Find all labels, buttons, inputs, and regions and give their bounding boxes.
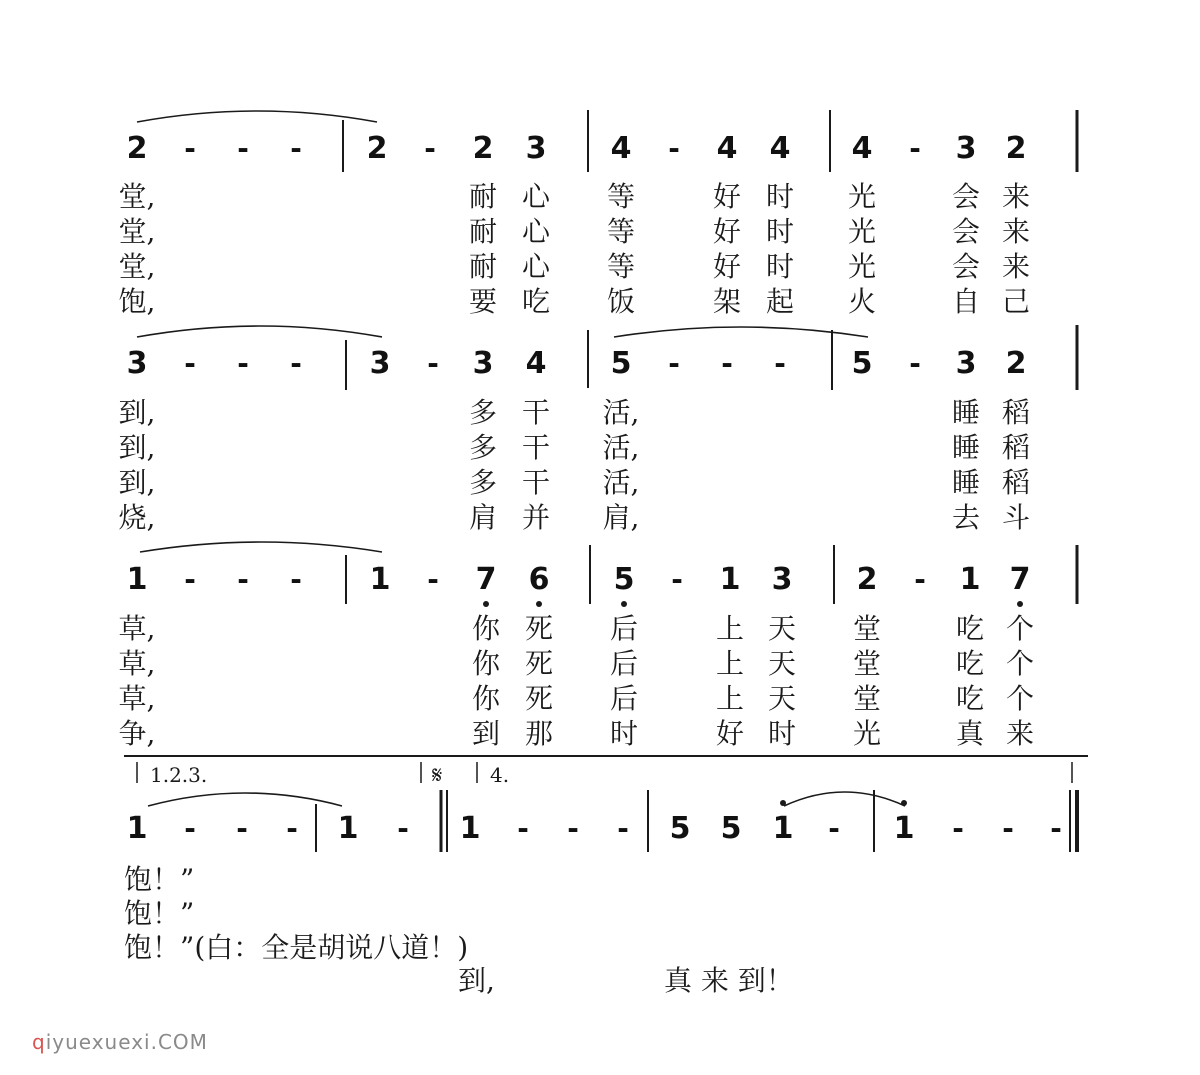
lyric: 去 [951,501,980,534]
note-dash: - [237,132,249,165]
lyric: 草, [118,612,156,645]
lyric: 吃 [521,285,550,318]
lyric: 光 [847,180,876,213]
note: 3 [525,131,547,166]
lyric: 来 [1005,717,1034,750]
lyric: 干 [521,431,550,464]
note-dash: - [909,132,921,165]
lyric: 会 [951,180,980,213]
lyric: 时 [765,180,794,213]
lyric: 草, [118,682,156,715]
note: 1 [369,562,391,597]
lyric: 心 [521,215,550,248]
note: 5 [669,811,691,846]
lyric: 到, [118,431,156,464]
octave-dot [621,601,627,607]
note-dash: - [237,563,249,596]
note: 1 [337,811,359,846]
note-dash: - [184,347,196,380]
note: 3 [369,346,391,381]
note: 5 [610,346,632,381]
ending-lyric: 真 来 到！ [664,964,794,997]
final-lyric-spoken: 饱！”(白：全是胡说八道！) [124,931,469,964]
note: 1 [893,811,915,846]
first-ending-label: 1.2.3. [150,763,208,787]
note-dash: - [828,812,840,845]
note: 1 [126,562,148,597]
lyric: 光 [852,717,881,750]
lyric: 活, [602,396,640,429]
note-dash: - [286,812,298,845]
lyric: 上 [715,682,744,715]
note: 2 [126,131,148,166]
lyric: 活, [602,431,640,464]
lyric: 心 [521,180,550,213]
lyric: 吃 [955,647,984,680]
lyric: 多 [468,466,497,499]
lyric: 堂, [118,180,156,213]
lyric: 活, [602,466,640,499]
note-dash: - [952,812,964,845]
segno-sign: 𝄋 [432,761,443,789]
note: 1 [459,811,481,846]
lyric: 耐 [468,250,497,283]
lyric: 来 [1001,215,1030,248]
note: 2 [1005,346,1027,381]
lyric: 那 [524,717,553,750]
lyric: 到 [471,717,500,750]
second-ending-label: 4. [490,763,510,787]
lyric: 干 [521,396,550,429]
note-dash: - [290,132,302,165]
watermark-initial: q [32,1030,46,1054]
lyric: 草, [118,647,156,680]
lyric: 多 [468,396,497,429]
octave-dot [536,601,542,607]
note-dash: - [517,812,529,845]
note-dash: - [237,347,249,380]
note: 1 [719,562,741,597]
note-dash: - [427,563,439,596]
lyric: 饱, [118,285,156,318]
slur [784,792,905,806]
note: 3 [126,346,148,381]
note: 5 [613,562,635,597]
lyric: 堂 [852,612,881,645]
lyric: 死 [524,647,553,680]
lyric: 时 [765,250,794,283]
lyric: 稻 [1001,396,1030,429]
lyric: 自 [951,285,980,318]
note: 3 [955,346,977,381]
slur [148,793,342,806]
note: 4 [525,346,547,381]
note: 1 [772,811,794,846]
lyric: 等 [606,180,635,213]
slur [137,111,377,122]
note: 4 [716,131,738,166]
lyric: 你 [471,612,500,645]
octave-dot [780,800,786,806]
lyric: 耐 [468,215,497,248]
lyric: 好 [712,250,741,283]
lyric: 好 [712,180,741,213]
lyric: 天 [767,647,796,680]
lyric: 好 [715,717,744,750]
slur [137,326,382,337]
lyric: 吃 [955,682,984,715]
lyric: 耐 [468,180,497,213]
note: 2 [856,562,878,597]
lyric: 真 [955,717,984,750]
note: 6 [528,562,550,597]
lyric: 会 [951,215,980,248]
octave-dot [483,601,489,607]
note-dash: - [567,812,579,845]
lyric: 时 [765,215,794,248]
note: 7 [475,562,497,597]
note: 2 [1005,131,1027,166]
lyric: 肩, [602,501,640,534]
lyric: 会 [951,250,980,283]
lyric: 等 [606,250,635,283]
lyric: 个 [1005,682,1034,715]
lyric: 到, [118,396,156,429]
note: 3 [472,346,494,381]
lyric: 光 [847,215,876,248]
octave-dot [1017,601,1023,607]
lyric: 己 [1001,285,1030,318]
note-dash: - [668,347,680,380]
note-dash: - [290,347,302,380]
note-dash: - [914,563,926,596]
lyric: 天 [767,612,796,645]
lyric: 死 [524,612,553,645]
note: 4 [610,131,632,166]
lyric: 干 [521,466,550,499]
lyric: 上 [715,612,744,645]
lyric: 饭 [606,285,635,318]
lyric: 来 [1001,180,1030,213]
lyric: 来 [1001,250,1030,283]
lyric: 光 [847,250,876,283]
note: 1 [126,811,148,846]
lyric: 睡 [951,466,980,499]
slur [614,327,868,337]
lyric: 并 [521,501,550,534]
lyric: 心 [521,250,550,283]
lyric: 好 [712,215,741,248]
lyric: 争, [118,717,156,750]
note: 2 [472,131,494,166]
note: 7 [1009,562,1031,597]
lyric: 稻 [1001,466,1030,499]
lyric: 睡 [951,396,980,429]
note-dash: - [184,132,196,165]
lyric: 堂 [852,682,881,715]
slur [140,542,382,552]
note-dash: - [1002,812,1014,845]
note-dash: - [184,812,196,845]
lyric: 堂 [852,647,881,680]
lyric: 后 [609,612,638,645]
note: 4 [769,131,791,166]
lyric: 个 [1005,647,1034,680]
note: 2 [366,131,388,166]
lyric: 死 [524,682,553,715]
lyric: 要 [468,285,497,318]
note: 3 [955,131,977,166]
note-dash: - [290,563,302,596]
final-lyric: 饱！” [124,897,195,930]
watermark [32,1030,208,1054]
lyric: 后 [609,682,638,715]
lyric: 你 [471,682,500,715]
note: 3 [771,562,793,597]
note-dash: - [236,812,248,845]
note-dash: - [909,347,921,380]
lyric: 肩 [468,501,497,534]
lyric: 等 [606,215,635,248]
note-dash: - [427,347,439,380]
lyric: 个 [1005,612,1034,645]
lyric: 稻 [1001,431,1030,464]
lyric: 火 [847,285,876,318]
note-dash: - [668,132,680,165]
lyric: 烧, [118,501,156,534]
lyric: 时 [767,717,796,750]
note: 1 [959,562,981,597]
octave-dot [901,800,907,806]
note-dash: - [424,132,436,165]
lyric: 堂, [118,250,156,283]
lyric: 堂, [118,215,156,248]
lyric: 睡 [951,431,980,464]
note-dash: - [774,347,786,380]
lyric: 到, [118,466,156,499]
lyric: 吃 [955,612,984,645]
lyric: 你 [471,647,500,680]
note-dash: - [721,347,733,380]
lyric: 上 [715,647,744,680]
note: 5 [720,811,742,846]
ending-lyric: 到, [458,964,495,997]
final-lyric: 饱！” [124,863,195,896]
lyric: 多 [468,431,497,464]
note: 5 [851,346,873,381]
lyric: 起 [765,285,794,318]
watermark-rest: iyuexuexi.COM [45,1030,208,1054]
note-dash: - [397,812,409,845]
lyric: 后 [609,647,638,680]
lyric: 时 [609,717,638,750]
note-dash: - [617,812,629,845]
lyric: 天 [767,682,796,715]
note-dash: - [1050,812,1062,845]
note: 4 [851,131,873,166]
note-dash: - [671,563,683,596]
lyric: 架 [712,285,741,318]
lyric: 斗 [1001,501,1030,534]
note-dash: - [184,563,196,596]
